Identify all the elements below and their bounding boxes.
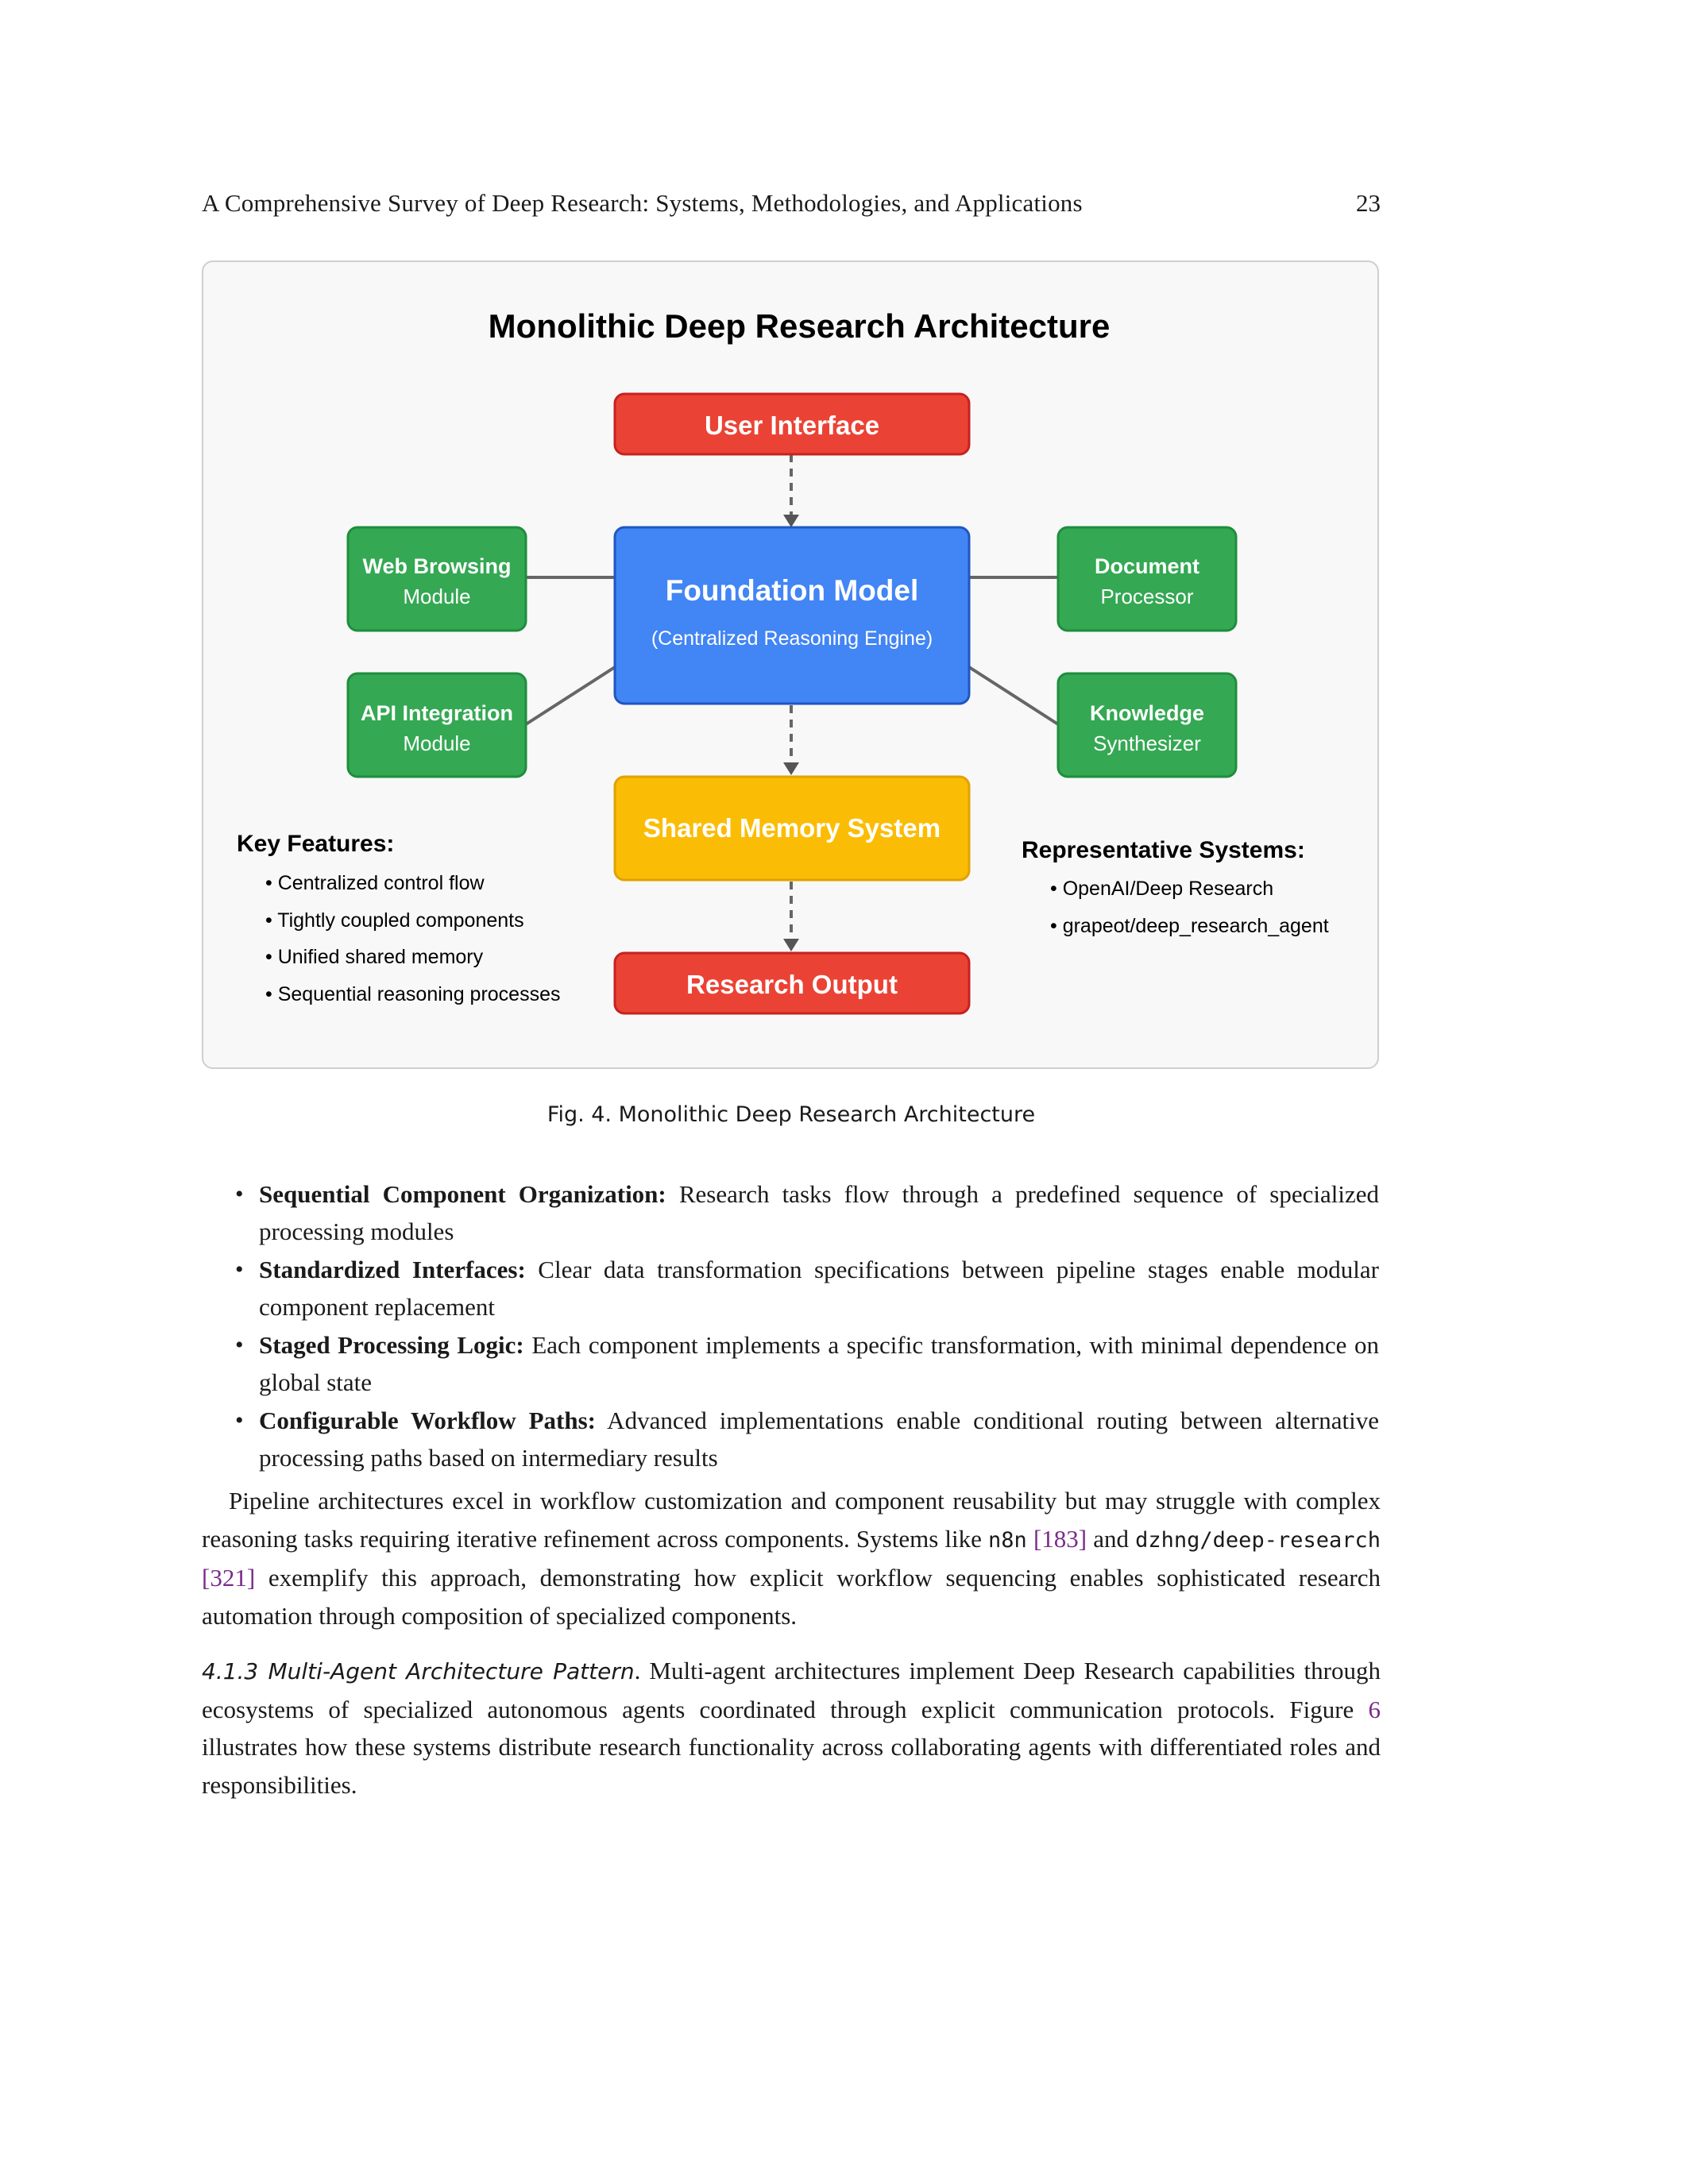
ui-to-foundation-arrowhead <box>783 515 799 527</box>
foundation-model-box <box>615 527 969 704</box>
document-processor-box <box>1058 527 1236 631</box>
shared-memory-label: Shared Memory System <box>643 813 941 843</box>
bullet-item: • Sequential Component Organization: Research tasks flow through a predefined sequence of specialized processing modules <box>235 1180 1380 1245</box>
citation-link-183[interactable]: [183] <box>1033 1524 1087 1553</box>
web-browsing-box <box>348 527 526 631</box>
bullet-term: Staged Processing Logic: <box>259 1331 524 1359</box>
bullet-item: • Configurable Workflow Paths: Advanced implementations enable conditional routing between alternative processing paths based on intermediary results <box>235 1406 1379 1472</box>
representative-system-item: • OpenAI/Deep Research <box>1050 878 1274 900</box>
bullet-text: Clear data transformation specifications between pipeline stages enable modular component replacement <box>259 1256 1379 1321</box>
api-integration-sub: Module <box>403 731 471 755</box>
key-features-heading: Key Features: <box>237 831 395 857</box>
api-integration-connector <box>526 667 615 724</box>
bullet-item: • Staged Processing Logic: Each component implements a specific transformation, with minimal dependence on global state <box>235 1331 1379 1396</box>
web-browsing-sub: Module <box>403 585 471 608</box>
running-title: A Comprehensive Survey of Deep Research: Systems, Methodologies, and Applications <box>202 189 1083 217</box>
page-number: 23 <box>1356 189 1381 217</box>
user-interface-label: User Interface <box>704 411 880 440</box>
bullet-term: Configurable Workflow Paths: <box>259 1406 596 1434</box>
paragraph-text: illustrates how these systems distribute research functionality across collaborating agents with differentiated roles and responsibilities. <box>202 1733 1381 1799</box>
section-heading: 4.1.3 Multi-Agent Architecture Pattern <box>202 1658 635 1684</box>
pipeline-paragraph <box>202 1482 1381 1634</box>
knowledge-synthesizer-box <box>1058 673 1236 777</box>
document-processor-sub: Processor <box>1100 585 1194 608</box>
document-processor-title: Document <box>1094 554 1200 578</box>
paragraph-text: and <box>1087 1524 1136 1553</box>
knowledge-synthesizer-title: Knowledge <box>1089 701 1205 725</box>
api-integration-title: API Integration <box>360 701 514 725</box>
figure-reference-link[interactable]: 6 <box>1368 1695 1381 1723</box>
web-browsing-title: Web Browsing <box>362 554 512 578</box>
api-integration-box <box>348 673 526 777</box>
bullet-item: • Standardized Interfaces: Clear data transformation specifications between pipeline stages enable modular component replacement <box>235 1256 1379 1321</box>
research-output-label: Research Output <box>686 970 898 999</box>
multi-agent-paragraph <box>202 1652 1381 1804</box>
running-header <box>202 189 1381 224</box>
code-n8n: n8n <box>988 1527 1027 1553</box>
bullet-term: Sequential Component Organization: <box>259 1180 666 1208</box>
bullet-term: Standardized Interfaces: <box>259 1256 526 1283</box>
knowledge-synthesizer-connector <box>969 667 1058 724</box>
key-feature-item: • Centralized control flow <box>265 872 485 894</box>
architecture-diagram <box>203 262 1381 1071</box>
figure-title: Monolithic Deep Research Architecture <box>488 307 1111 345</box>
figure-caption: Fig. 4. Monolithic Deep Research Architecture <box>547 1102 1036 1127</box>
bullet-text: Advanced implementations enable conditional routing between alternative processing paths based on intermediary results <box>259 1406 1379 1472</box>
knowledge-synthesizer-sub: Synthesizer <box>1093 731 1201 755</box>
paragraph-text: . Multi-agent architectures implement Deep Research capabilities through ecosystems of specialized autonomous agents coordinated through explicit communication protocols. Figure <box>202 1657 1381 1723</box>
foundation-to-memory-arrowhead <box>783 762 799 775</box>
paragraph-text: Pipeline architectures excel in workflow customization and component reusability but may struggle with complex reasoning tasks requiring iterative refinement across components. Systems like <box>202 1487 1381 1553</box>
foundation-model-title: Foundation Model <box>665 574 919 607</box>
bullet-text: Research tasks flow through a predefined sequence of specialized processing modules <box>259 1180 1380 1245</box>
key-feature-item: • Unified shared memory <box>265 946 484 968</box>
citation-link-321[interactable]: [321] <box>202 1564 256 1592</box>
representative-system-item: • grapeot/deep_research_agent <box>1050 915 1329 937</box>
bullet-text: Each component implements a specific transformation, with minimal dependence on global state <box>259 1331 1379 1396</box>
feature-bullet-list <box>235 1175 1380 1477</box>
representative-systems-heading: Representative Systems: <box>1022 837 1305 863</box>
architecture-figure <box>202 260 1379 1069</box>
foundation-model-subtitle: (Centralized Reasoning Engine) <box>651 627 933 650</box>
code-dzhng-deep-research: dzhng/deep-research <box>1135 1527 1381 1553</box>
key-feature-item: • Sequential reasoning processes <box>265 983 561 1005</box>
key-feature-item: • Tightly coupled components <box>265 909 524 932</box>
memory-to-output-arrowhead <box>783 939 799 951</box>
paragraph-text: exemplify this approach, demonstrating how explicit workflow sequencing enables sophisticated research automation through composition of specialized components. <box>202 1564 1381 1630</box>
